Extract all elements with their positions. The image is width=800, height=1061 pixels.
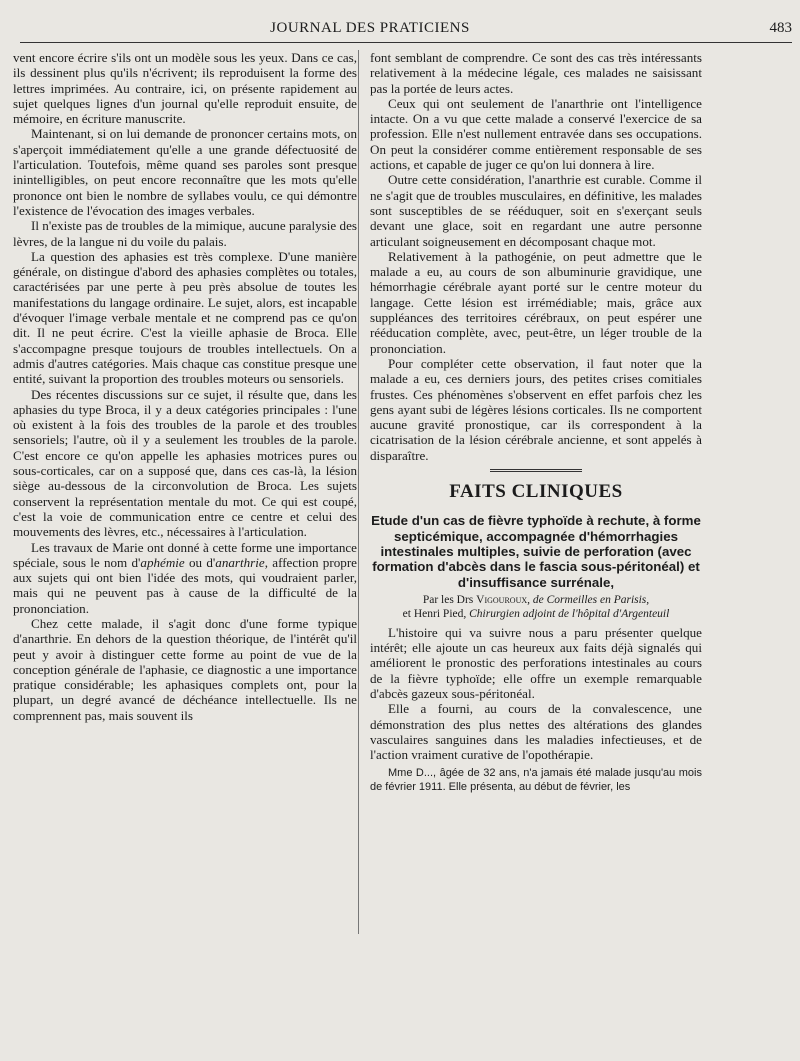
paragraph: Outre cette considération, l'anarthrie est curable. Comme il ne s'agit que de troubles musculaires, en définitive, les malades sont susceptibles de se rééduquer, soit en s'exerçant seuls devant une glace, soit en regardant une autre personne articulant soigneusement en décomposant chaque mot. xyxy=(370,172,702,249)
author-name: Henri Pied xyxy=(413,607,464,620)
byline-prefix: Par les Drs xyxy=(422,593,477,606)
page-header xyxy=(20,18,792,44)
byline xyxy=(370,593,702,607)
author-role: , de Cormeilles en Parisis, xyxy=(527,593,650,606)
term-anarthrie: anarthrie xyxy=(215,554,265,570)
paragraph: Chez cette malade, il s'agit donc d'une forme typique d'anarthrie. En dehors de la question théorique, de l'intérêt qu'il peut y avoir à distinguer cette forme au point de vue de la conception générale de l'aphasie, ce diagnostic a une importance pratique considérable; les aphasiques complets ont, pour la plupart, un degré avancé de déchéance intellectuelle. Ils ne comprennent pas, mais souvent ils xyxy=(13,615,357,723)
author-role: , Chirurgien adjoint de l'hôpital d'Argenteuil xyxy=(463,607,670,620)
text-span: , affection propre aux sujets qui ont bien l'idée des mots, qui voudraient parler, mais qui ne peuvent pas à cause de la difficulté de la prononciation. xyxy=(13,554,357,616)
paragraph: vent encore écrire s'ils ont un modèle sous les yeux. Dans ce cas, ils dessinent plus qu'ils n'écrivent; ils reproduisent la forme des lettres imprimées. Au contraire, ici, on présente rapidement au sujet quelques lignes d'un journal qu'elle reproduit ensuite, de mémoire, en écriture manuscrite. xyxy=(13,50,357,127)
section-title: FAITS CLINIQUES xyxy=(449,481,623,503)
paragraph-aphemie xyxy=(13,540,357,616)
term-aphemie: aphémie xyxy=(140,554,185,570)
paragraph: La question des aphasies est très complexe. D'une manière générale, on distingue d'abord des aphasies complètes ou totales, caractérisées par une perte à peu près absolue de toutes les manifestations du langage ordinaire. Le sujet, alors, est incapable d'évoquer l'image verbale mentale et ne comprend pas ce qu'on dit. Il ne peut écrire. C'est la vieille aphasie de Broca. Elle s'accompagne presque toujours de troubles intellectuels. On a admis d'autres catégories. Mais chaque cas constitue presque une entité, suivant la proportion des troubles moteurs ou sensoriels. xyxy=(13,248,357,387)
text-span: Les travaux de Marie ont donné à cette forme une importance spéciale, sous le nom d' xyxy=(13,539,357,570)
text-span: ou d' xyxy=(184,554,216,570)
left-column xyxy=(13,50,357,723)
paragraph: Ceux qui ont seulement de l'anarthrie ont l'intelligence intacte. On a vu que cette malade a conservé l'exercice de sa profession. Elle n'est nullement entravée dans ses occupations. On peut la considérer comme entièrement responsable de ses actions, et capable de juger ce qu'on lui donnera à lire. xyxy=(370,95,702,173)
author-name: Vigouroux xyxy=(476,593,528,606)
running-title: JOURNAL DES PRATICIENS xyxy=(270,20,470,36)
paragraph: font semblant de comprendre. Ce sont des cas très intéressants relativement à la médecine légale, ces malades ne saisissant pas la portée de leurs actes. xyxy=(370,50,702,96)
paragraph: Des récentes discussions sur ce sujet, il résulte que, dans les aphasies du type Broca, il y a deux catégories principales : l'une où existent à la fois des troubles de la parole et des troubles sensoriels; l'autre, où il y a seulement les troubles de la parole. C'est encore ce qu'on appelle les aphasies motrices pures ou sous-corticales, car on a supposé que, dans ces cas-là, la lésion siège au-dessous de la circonvolution de Broca. Les sujets conservent la représentation mentale du mot. Ce qui est coupé, c'est la voie de communication entre ce centre et celui des mouvements des lèvres, etc., nécessaires à l'articulation. xyxy=(13,386,357,540)
column-divider xyxy=(358,50,359,934)
header-rule xyxy=(20,42,792,43)
byline xyxy=(370,607,702,621)
article-paragraph: Elle a fourni, au cours de la convalescence, une démonstration des plus nettes des altérations des glandes vasculaires sanguines dans les maladies infectieuses, et de l'action vraiment curative de l'opothérapie. xyxy=(370,701,702,763)
case-note: Mme D..., âgée de 32 ans, n'a jamais été malade jusqu'au mois de février 1911. Elle présenta, au début de février, les xyxy=(370,767,702,794)
paragraph: Il n'existe pas de troubles de la mimique, aucune paralysie des lèvres, de la langue ni du voile du palais. xyxy=(13,218,357,249)
page-number: 483 xyxy=(769,20,792,36)
article-title: Etude d'un cas de fièvre typhoïde à rechute, à forme septicémique, accompagnée d'hémorrhagies intestinales multiples, suivie de perforation (avec formation d'abcès dans le fascia sous-péritonéal) et d'insuffisance surrénale, xyxy=(371,513,701,590)
byline-conj: et xyxy=(402,607,414,620)
paragraph: Pour compléter cette observation, il faut noter que la malade a eu, ces derniers jours, des petites crises comitiales frustes. Ces phénomènes s'observent en effet parfois chez les gens ayant subi de légères lésions corticales. Ils ne comportent aucune gravité pronostique, car ils correspondent à la cicatrisation de la lésion cérébrale ancienne, et sont appelés à disparaître. xyxy=(370,355,702,463)
paragraph: Relativement à la pathogénie, on peut admettre que le malade a eu, au cours de son albuminurie gravidique, une hémorrhagie cérébrale ayant porté sur le centre moteur du langage. Cette lésion est irrémédiable; mais, grâce aux suppléances des territoires cérébraux, on peut espérer une rééducation complète, avec, peut-être, un léger trouble de la prononciation. xyxy=(370,248,702,356)
paragraph: Maintenant, si on lui demande de prononcer certains mots, on s'aperçoit immédiatement qu'elle a une grande défectuosité de l'articulation. Toutefois, même quand ses paroles sont presque inintelligibles, on peut encore reconnaître que les mots qu'elle prononce ont bien le nombre de syllabes voulu, ce qui démontre l'existence de l'évocation des images verbales. xyxy=(13,126,357,218)
section-rule xyxy=(490,469,582,472)
article-paragraph: L'histoire qui va suivre nous a paru présenter quelque intérêt; elle ajoute un cas heureux aux faits déjà signalés qui améliorent le pronostic des perforations intestinales au cours de la fièvre typhoïde; elle offre un exemple remarquable d'abcès gazeux sous-péritonéal. xyxy=(370,624,702,701)
right-column xyxy=(370,50,702,794)
